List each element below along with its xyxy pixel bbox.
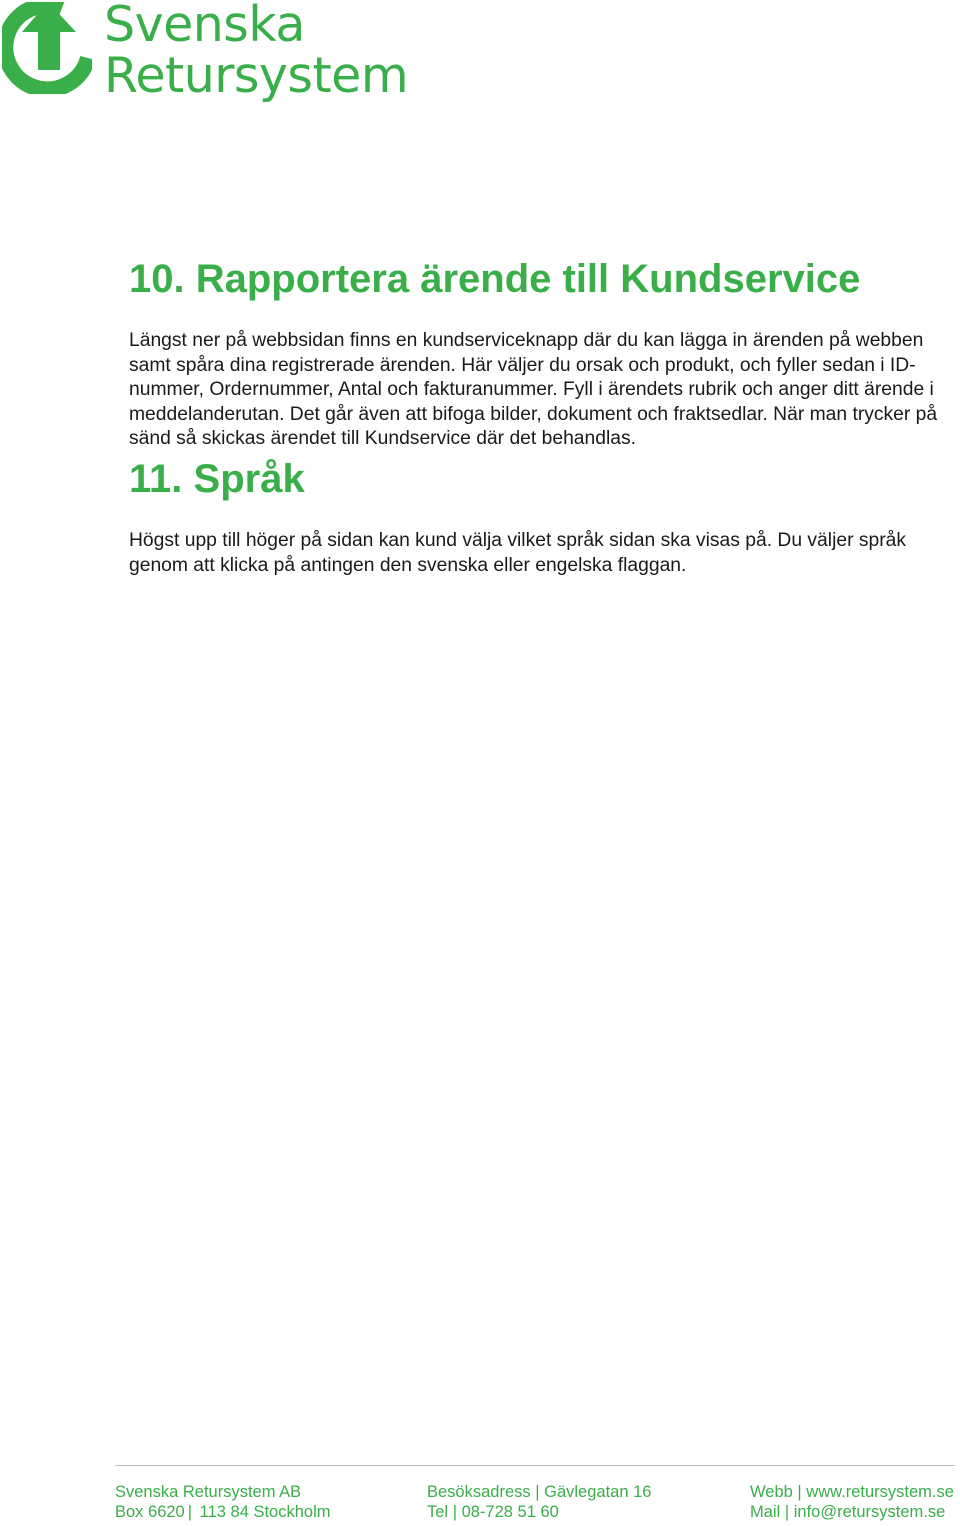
footer-web [750, 1482, 954, 1502]
footer-tel-value: 08-728 51 60 [461, 1503, 559, 1521]
footer-visit-value: Gävlegatan 16 [544, 1483, 652, 1501]
footer-phone [427, 1502, 651, 1522]
section-paragraph: Högst upp till höger på sidan kan kund välja vilket språk sidan ska visas på. Du väljer språk genom att klicka på antingen den svenska eller engelska flaggan. [129, 529, 907, 576]
footer-mail-link[interactable]: info@retursystem.se [793, 1503, 946, 1521]
footer-postal-code: 113 84 Stockholm [199, 1503, 331, 1521]
footer-visit-address [427, 1482, 651, 1502]
section-title: 11. Språk [129, 456, 305, 501]
footer-mail-label: Mail [750, 1503, 781, 1521]
footer-divider [115, 1465, 955, 1466]
document-content [129, 252, 959, 578]
footer-tel-label: Tel [427, 1503, 449, 1521]
footer-separator: | [535, 1483, 540, 1501]
brand-name-line2: Retursystem [104, 47, 409, 104]
section-title: 10. Rapportera ärende till Kundservice [129, 257, 861, 301]
footer-separator: | [784, 1503, 790, 1521]
footer-contact-column [750, 1482, 954, 1522]
footer-mail [750, 1502, 954, 1522]
footer-separator: | [452, 1503, 457, 1521]
footer-company-column [115, 1482, 330, 1522]
footer-box: Box 6620 [115, 1503, 185, 1521]
footer-company-name: Svenska Retursystem AB [115, 1483, 302, 1501]
company-logo [0, 0, 420, 110]
footer-web-label: Webb [750, 1483, 793, 1501]
section-paragraph: Längst ner på webbsidan finns en kundserviceknapp där du kan lägga in ärenden på webben samt spåra dina registrerade ärenden. Här väljer du orsak och produkt, och fyller sedan i ID-nummer, Ordernummer, Antal och fakturanummer. Fyll i ärendets rubrik och anger ditt ärende i meddelanderutan. Det går även att bifoga bilder, dokument och fraktsedlar. När man trycker på sänd så skickas ärendet till Kundservice där det behandlas. [129, 330, 938, 450]
footer-separator: | [187, 1503, 193, 1521]
brand-name-line1: Svenska [104, 0, 305, 53]
footer-visit-column [427, 1482, 651, 1522]
footer-separator: | [797, 1483, 802, 1501]
footer-visit-label: Besöksadress [427, 1483, 531, 1501]
footer-web-link[interactable]: www.retursystem.se [806, 1483, 954, 1501]
footer-postal-address [115, 1502, 330, 1522]
return-arrow-logo-icon [2, 2, 92, 94]
